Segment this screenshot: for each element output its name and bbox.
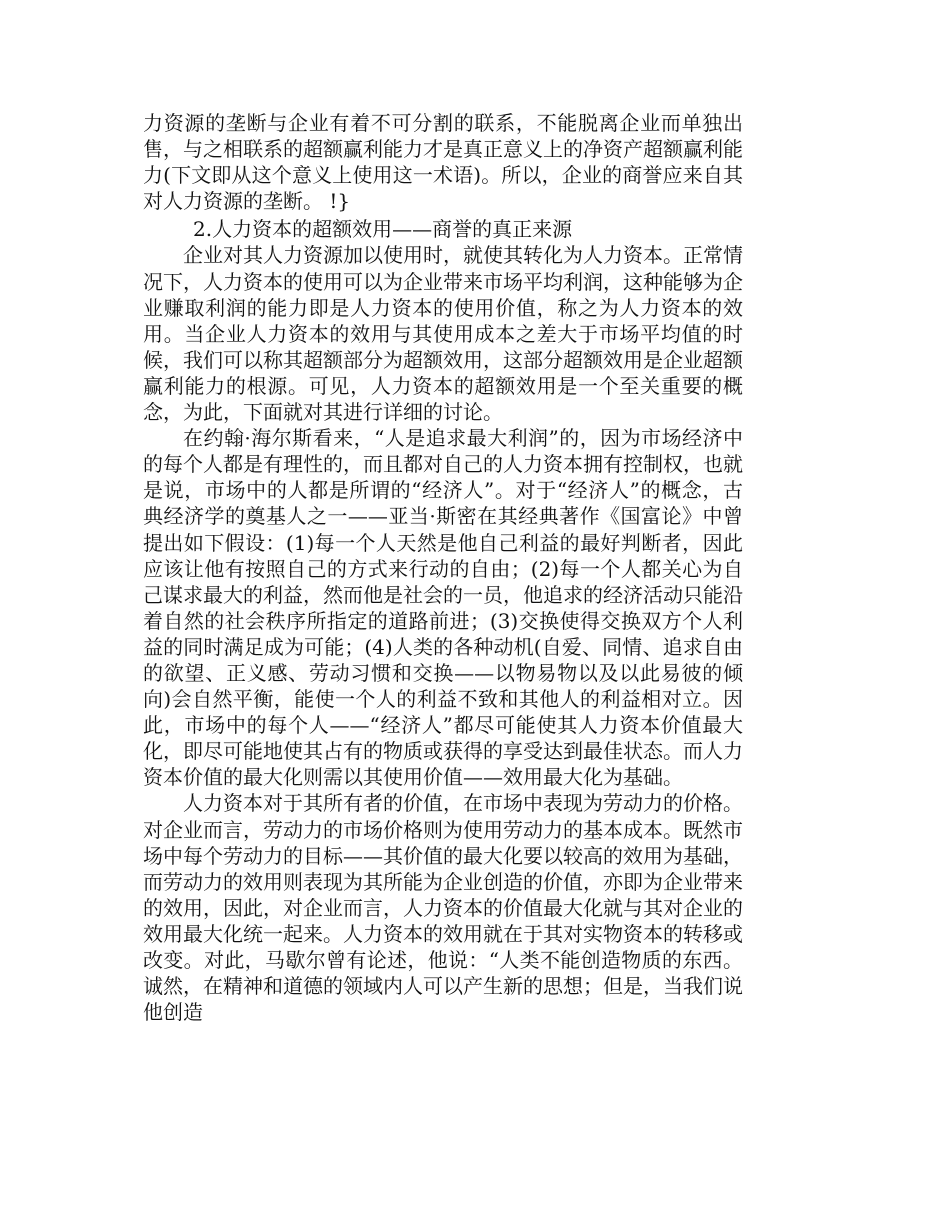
paragraph-economic-man: 在约翰·海尔斯看来，“人是追求最大利润”的，因为市场经济中的每个人都是有理性的，而且都对自己的人力资本拥有控制权，也就是说，市场中的人都是所谓的“经济人”。对于“经济人”的概念，古典经济学的奠基人之一——亚当·斯密在其经典著作《国富论》中曾提出如下假设：(1)每一个人天然是他自己利益的最好判断者，因此应该让他有按照自己的方式来行动的自由；(2)每一个人都关心为自己谋求最大的利益，然而他是社会的一员，他追求的经济活动只能沿着自然的社会秩序所指定的道路前进；(3)交换使得交换双方个人利益的同时满足成为可能；(4)人类的各种动机(自爱、同情、追求自由的欲望、正义感、劳动习惯和交换——以物易物以及以此易彼的倾向)会自然平衡，能使一个人的利益不致和其他人的利益相对立。因此，市场中的每个人——“经济人”都尽可能使其人力资本价值最大化，即尽可能地使其占有的物质或获得的享受达到最佳状态。而人力资本价值的最大化则需以其使用价值——效用最大化为基础。	[143, 426, 743, 790]
paragraph-labor-price: 人力资本对于其所有者的价值，在市场中表现为劳动力的价格。对企业而言，劳动力的市场价格则为使用劳动力的基本成本。既然市场中每个劳动力的目标——其价值的最大化要以较高的效用为基础，而劳动力的效用则表现为其所能为企业创造的价值，亦即为企业带来的效用，因此，对企业而言，人力资本的价值最大化就与其对企业的效用最大化统一起来。人力资本的效用就在于其对实物资本的转移或改变。对此，马歇尔曾有论述，他说：“人类不能创造物质的东西。诚然，在精神和道德的领域内人可以产生新的思想；但是，当我们说他创造	[143, 791, 743, 1025]
document-body	[143, 110, 743, 1025]
paragraph-human-capital-utility: 企业对其人力资源加以使用时，就使其转化为人力资本。正常情况下，人力资本的使用可以为企业带来市场平均利润，这种能够为企业赚取利润的能力即是人力资本的使用价值，称之为人力资本的效用。当企业人力资本的效用与其使用成本之差大于市场平均值的时候，我们可以称其超额部分为超额效用，这部分超额效用是企业超额赢利能力的根源。可见，人力资本的超额效用是一个至关重要的概念，为此，下面就对其进行详细的讨论。	[143, 243, 743, 425]
section-heading: 2.人力资本的超额效用——商誉的真正来源	[193, 217, 573, 242]
paragraph-continuation: 力资源的垄断与企业有着不可分割的联系，不能脱离企业而单独出售，与之相联系的超额赢利能力才是真正意义上的净资产超额赢利能力(下文即从这个意义上使用这一术语)。所以，企业的商誉应来自其对人力资源的垄断。 !}	[143, 111, 743, 214]
